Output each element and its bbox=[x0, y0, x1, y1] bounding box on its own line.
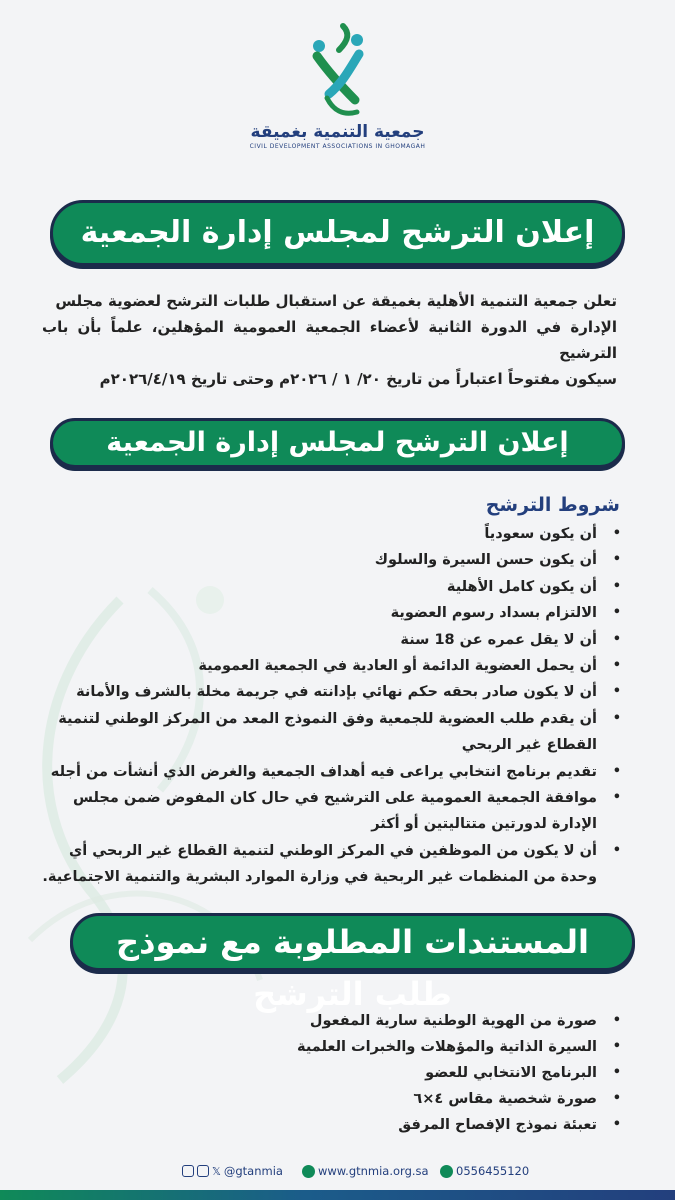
intro-line-2: الإدارة في الدورة الثانية لأعضاء الجمعية العمومية المؤهلين، علماً بأن باب الترشيح bbox=[42, 318, 617, 362]
whatsapp-icon bbox=[440, 1165, 453, 1178]
condition-item: • أن يكون كامل الأهلية bbox=[35, 574, 623, 600]
logo-block bbox=[0, 20, 675, 150]
intro-line-1: تعلن جمعية التنمية الأهلية بغميقة عن استقبال طلبات الترشح لعضوية مجلس bbox=[55, 292, 617, 310]
documents-list bbox=[63, 1008, 623, 1138]
condition-item: • أن لا يكون صادر بحقه حكم نهائي بإدانته في جريمة مخلة بالشرف والأمانة bbox=[35, 679, 623, 705]
condition-item: • أن يكون سعودياً bbox=[35, 521, 623, 547]
intro-line-3: سيكون مفتوحاً اعتباراً من تاريخ ٢٠/ ١ / ٢٠٢٦م وحتى تاريخ ٢٠٢٦/٤/١٩م bbox=[99, 370, 617, 388]
document-item: • تعبئة نموذج الإفصاح المرفق bbox=[63, 1112, 623, 1138]
documents-banner-title: المستندات المطلوبة مع نموذج طلب الترشح bbox=[116, 923, 589, 1013]
phone-contact[interactable] bbox=[440, 1164, 529, 1178]
condition-item: • تقديم برنامج انتخابي يراعى فيه أهداف الجمعية والغرض الذي أنشأت من أجله bbox=[35, 759, 623, 785]
globe-icon bbox=[302, 1165, 315, 1178]
x-twitter-icon: 𝕏 bbox=[212, 1164, 221, 1178]
condition-item: • أن لا يكون من الموظفين في المركز الوطني لتنمية القطاع غير الربحي أي وحدة من المنظمات غير الربحية في وزارة الموارد البشرية والتنمية الاجتماعية. bbox=[35, 838, 623, 891]
conditions-list bbox=[35, 521, 623, 891]
website-text: www.gtnmia.org.sa bbox=[318, 1164, 429, 1178]
document-item: • صورة شخصية مقاس ٤×٦ bbox=[63, 1086, 623, 1112]
condition-item: • موافقة الجمعية العمومية على الترشيح في حال كان المفوض ضمن مجلس الإدارة لدورتين متتاليتين أو أكثر bbox=[35, 785, 623, 838]
condition-item: • أن يقدم طلب العضوية للجمعية وفق النموذج المعد من المركز الوطني لتنمية القطاع غير الربحي bbox=[35, 706, 623, 759]
snapchat-icon bbox=[182, 1165, 194, 1177]
instagram-icon bbox=[197, 1165, 209, 1177]
document-item: • البرنامج الانتخابي للعضو bbox=[63, 1060, 623, 1086]
organization-name: جمعية التنمية بغميقة bbox=[250, 122, 425, 142]
announcement-banner-title: إعلان الترشح لمجلس إدارة الجمعية bbox=[80, 215, 595, 250]
document-item: • السيرة الذاتية والمؤهلات والخبرات العلمية bbox=[63, 1034, 623, 1060]
condition-item: • أن لا يقل عمره عن 18 سنة bbox=[35, 627, 623, 653]
documents-banner bbox=[70, 913, 635, 1013]
social-handle: @gtanmia bbox=[223, 1164, 283, 1178]
condition-item: • أن يكون حسن السيرة والسلوك bbox=[35, 547, 623, 573]
conditions-title: شروط الترشح bbox=[485, 494, 620, 516]
organization-name-english: CIVIL DEVELOPMENT ASSOCIATIONS IN GHOMAGAH bbox=[249, 143, 426, 150]
footer-color-bar bbox=[0, 1190, 675, 1200]
association-logo-icon bbox=[303, 20, 373, 120]
condition-item: • أن يحمل العضوية الدائمة أو العادية في الجمعية العمومية bbox=[35, 653, 623, 679]
website-link[interactable] bbox=[302, 1164, 429, 1178]
announcement-intro bbox=[42, 288, 617, 392]
announcement-banner bbox=[50, 200, 625, 266]
social-handles[interactable] bbox=[182, 1164, 283, 1178]
footer-contacts bbox=[0, 1162, 675, 1184]
phone-number: 0556455120 bbox=[456, 1164, 530, 1178]
document-item: • صورة من الهوية الوطنية سارية المفعول bbox=[63, 1008, 623, 1034]
conditions-banner-title: إعلان الترشح لمجلس إدارة الجمعية bbox=[106, 427, 569, 458]
condition-item: • الالتزام بسداد رسوم العضوية bbox=[35, 600, 623, 626]
conditions-banner bbox=[50, 418, 625, 468]
